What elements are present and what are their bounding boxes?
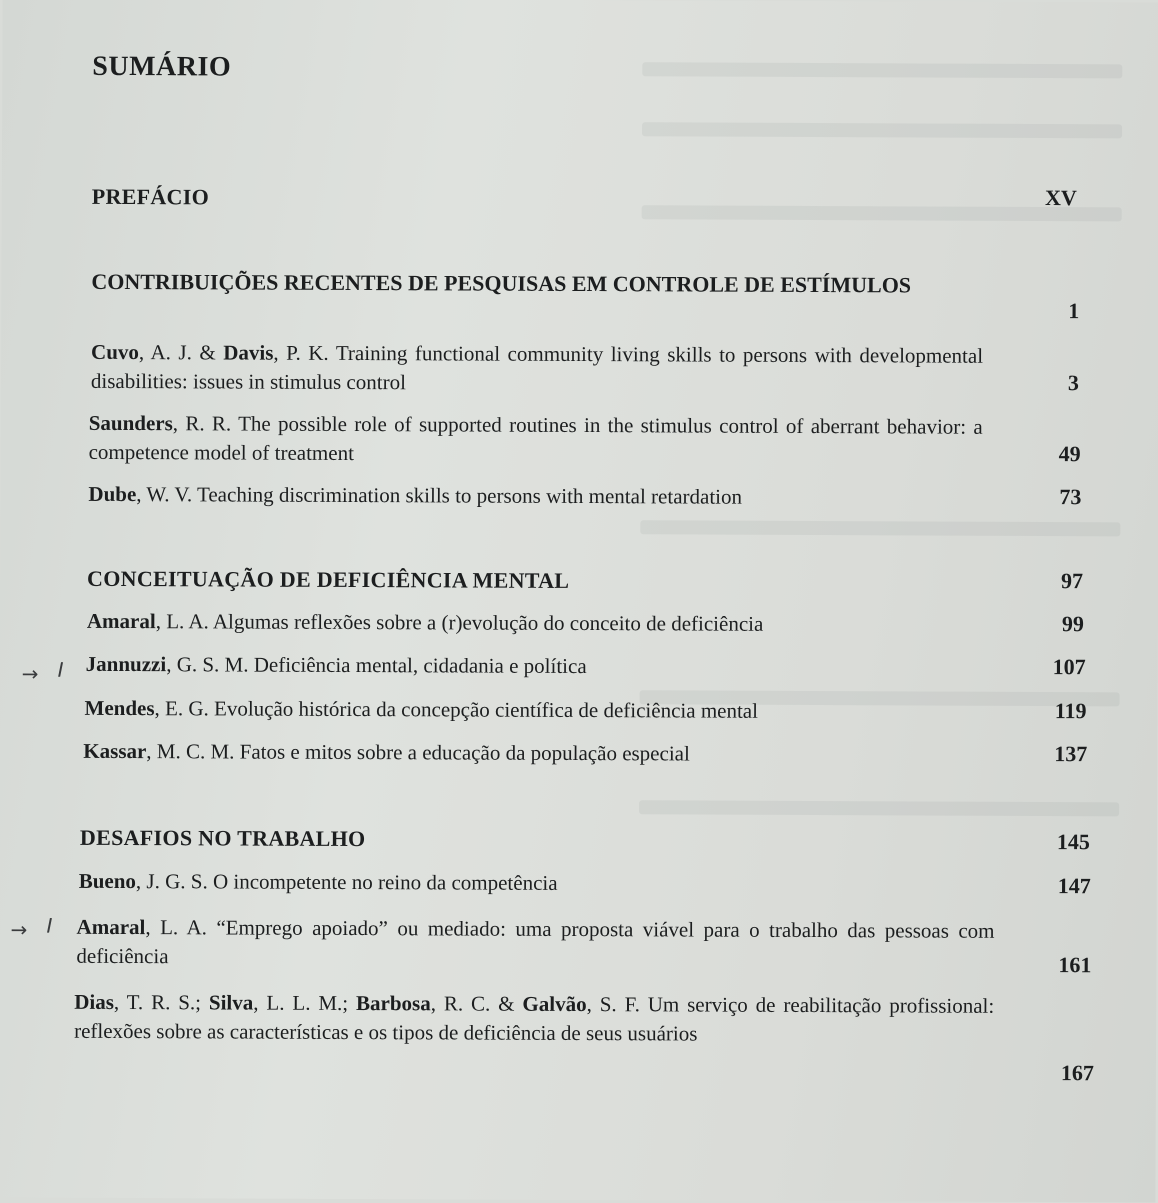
entry-page: 161 xyxy=(1058,952,1092,978)
handwritten-arrow-icon: → xyxy=(10,917,28,942)
author-name: Galvão xyxy=(522,991,587,1017)
author-name: Amaral xyxy=(76,914,146,940)
show-through xyxy=(639,800,1119,816)
entry-title: Teaching discrimination skills to persons with mental retardation xyxy=(196,482,743,509)
author-name: Dube xyxy=(88,481,137,507)
author-name: Mendes xyxy=(84,695,155,721)
entry-title: Deficiência mental, cidadania e política xyxy=(253,652,587,679)
entry-page: 107 xyxy=(1052,654,1086,680)
entry-title: O incompetente no reino da competência xyxy=(212,869,558,895)
toc-entry: Cuvo, A. J. & Davis, P. K. Training functional community living skills to persons with developmental disabilities: issues in stimulus control xyxy=(90,339,984,395)
toc-entry: Amaral, L. A. “Emprego apoiado” ou mediado: uma proposta viável para o trabalho das pessoas com deficiência xyxy=(76,914,995,969)
show-through xyxy=(642,122,1122,138)
prefacio-label: PREFÁCIO xyxy=(91,183,210,210)
toc-entry: Amaral, L. A. Algumas reflexões sobre a (r)evolução do conceito de deficiência xyxy=(86,608,764,636)
author-name: Cuvo xyxy=(91,339,139,365)
entry-title: Algumas reflexões sobre a (r)evolução do conceito de deficiência xyxy=(212,609,764,636)
toc-entry: Mendes, E. G. Evolução histórica da concepção científica de deficiência mental xyxy=(84,695,759,723)
author-name: Jannuzzi xyxy=(85,651,167,677)
toc-entry: Saunders, R. R. The possible role of supported routines in the stimulus control of aberrant behavior: a competence model of treatment xyxy=(88,410,983,466)
author-name: Bueno xyxy=(78,868,137,894)
handwritten-mark: I xyxy=(57,657,64,682)
author-name: Kassar xyxy=(83,738,147,764)
author-name: Barbosa xyxy=(356,991,431,1016)
toc-entry: Kassar, M. C. M. Fatos e mitos sobre a educação da população especial xyxy=(83,738,690,766)
entry-page: 49 xyxy=(1058,441,1081,467)
section-page: 145 xyxy=(1056,829,1091,855)
entry-page: 147 xyxy=(1057,873,1091,899)
show-through xyxy=(640,520,1120,536)
toc-entry: Jannuzzi, G. S. M. Deficiência mental, cidadania e política xyxy=(85,651,587,679)
handwritten-mark: I xyxy=(46,913,53,938)
entry-title: Um serviço de reabilitação profissional: reflexões sobre as características e os tipos de deficiência de seus usuários xyxy=(74,992,995,1046)
entry-title: Fatos e mitos sobre a educação da população especial xyxy=(239,739,690,766)
author-name: Silva xyxy=(208,990,254,1015)
toc-entry: Dias, T. R. S.; Silva, L. L. M.; Barbosa, R. C. & Galvão, S. F. Um serviço de reabilitação profissional: reflexões sobre as características e os tipos de deficiência de seus usuários xyxy=(74,989,995,1046)
author-name: Amaral xyxy=(86,608,156,634)
author-name: Davis xyxy=(223,340,274,365)
handwritten-arrow-icon: → xyxy=(21,661,39,686)
show-through xyxy=(642,62,1122,78)
section-heading: CONTRIBUIÇÕES RECENTES DE PESQUISAS EM CONTROLE DE ESTÍMULOS xyxy=(91,268,912,298)
toc-entry: Bueno, J. G. S. O incompetente no reino da competência xyxy=(78,868,558,895)
entry-page: 3 xyxy=(1067,370,1080,396)
section-heading: DESAFIOS NO TRABALHO xyxy=(79,824,366,852)
entry-title: The possible role of supported routines in the stimulus control of aberrant behavior: a competence model of treatment xyxy=(88,411,983,466)
section-page: 1 xyxy=(1068,298,1080,324)
entry-title: Training functional community living skills to persons with developmental disabilities: issues in stimulus control xyxy=(90,340,984,395)
entry-page: 119 xyxy=(1054,698,1087,724)
entry-title: Evolução histórica da concepção científica de deficiência mental xyxy=(213,696,759,723)
section-heading: CONCEITUAÇÃO DE DEFICIÊNCIA MENTAL xyxy=(87,565,570,593)
entry-page: 137 xyxy=(1054,741,1088,767)
author-name: Saunders xyxy=(88,410,173,436)
toc-entry: Dube, W. V. Teaching discrimination skills to persons with mental retardation xyxy=(88,481,743,509)
prefacio-page: XV xyxy=(1044,185,1077,211)
page-title: SUMÁRIO xyxy=(92,50,232,83)
entry-page: 99 xyxy=(1061,611,1084,637)
entry-title: “Emprego apoiado” ou mediado: uma proposta viável para o trabalho das pessoas com deficiência xyxy=(76,915,995,969)
entry-page: 73 xyxy=(1059,484,1082,510)
entry-page: 167 xyxy=(1060,1060,1094,1086)
section-page: 97 xyxy=(1061,568,1084,594)
author-name: Dias xyxy=(74,989,114,1014)
